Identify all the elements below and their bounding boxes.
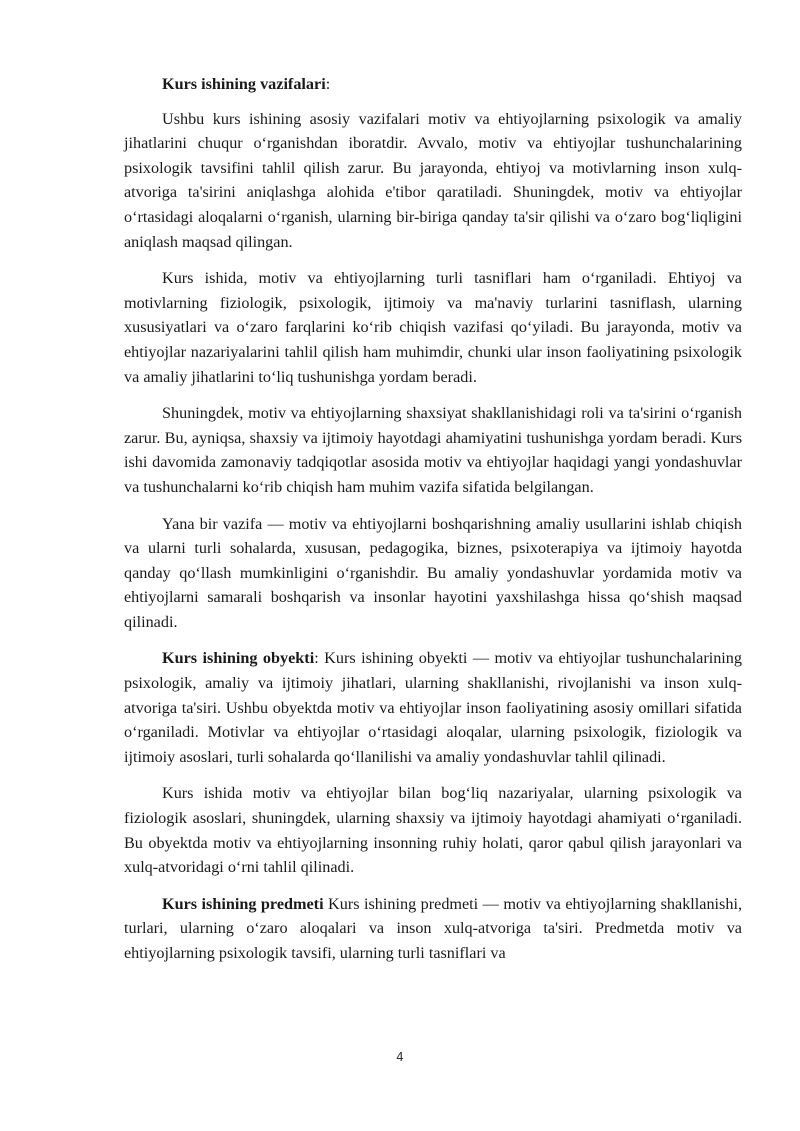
object-paragraph-2: Kurs ishida motiv va ehtiyojlar bilan bogʻliq nazariyalar, ularning psixologik va fiziologik asoslari, shuningdek, ularning shaxsiy va ijtimoiy hayotdagi ahamiyati oʻrganiladi. Bu obyektda motiv va ehtiyojlarning insonning ruhiy holati, qaror qabul qilish jarayonlari va xulq-atvoridagi oʻrni tahlil qilinadi. <box>124 784 742 877</box>
tasks-heading: Kurs ishining vazifalari <box>162 75 326 93</box>
object-heading-colon: : <box>314 649 319 668</box>
object-heading: Kurs ishining obyekti <box>162 649 315 668</box>
subject-paragraph-1 <box>124 892 742 966</box>
tasks-heading-paragraph <box>124 72 742 97</box>
page-number: 4 <box>396 1050 404 1064</box>
tasks-paragraph-1: Ushbu kurs ishining asosiy vazifalari motiv va ehtiyojlarning psixologik va amaliy jihatlarini chuqur oʻrganishdan iboratdir. Avvalo, motiv va ehtiyojlar tushunchalarining psixologik tavsifini tahlil qilish zarur. Bu jarayonda, ehtiyoj va motivlarning inson xulq-atvoriga ta'sirini aniqlashga alohida e'tibor qaratiladi. Shuningdek, motiv va ehtiyojlar oʻrtasidagi aloqalarni oʻrganish, ularning bir-biriga qanday ta'sir qilishi va oʻzaro bogʻliqligini aniqlash maqsad qilingan. <box>124 109 742 251</box>
object-lead-text: Kurs ishining obyekti — motiv va ehtiyojlar tushunchalarining psixologik, amaliy va ijtimoiy jihatlari, ularning shakllanishi, rivojlanishi va inson xulq-atvoriga ta'siri. Ushbu obyektda motiv va ehtiyojlar inson faoliyatining asosiy omillari sifatida oʻrganiladi. Motivlar va ehtiyojlar oʻrtasidagi aloqalar, ularning psixologik, fiziologik va ijtimoiy asoslari, turli sohalarda qoʻllanilishi va amaliy yondashuvlar tahlil qilinadi. <box>124 649 742 766</box>
tasks-heading-colon: : <box>325 75 331 93</box>
object-paragraph-1 <box>124 646 742 769</box>
tasks-paragraph-2: Kurs ishida, motiv va ehtiyojlarning turli tasniflari ham oʻrganiladi. Ehtiyoj va motivlarning fiziologik, psixologik, ijtimoiy va ma'naviy turlarini tasniflash, ularning xususiyatlari va oʻzaro farqlarini koʻrib chiqish vazifasi qoʻyiladi. Bu jarayonda, motiv va ehtiyojlar nazariyalarini tahlil qilish ham muhimdir, chunki ular inson faoliyatining psixologik va amaliy jihatlarini toʻliq tushunishga yordam beradi. <box>124 269 742 386</box>
document-page <box>124 72 742 978</box>
subject-lead-text: Kurs ishining predmeti — motiv va ehtiyojlarning shakllanishi, turlari, ularning oʻzaro aloqalari va inson xulq-atvoriga ta'siri. Predmetda motiv va ehtiyojlarning psixologik tavsifi, ularning turli tasniflari va <box>124 894 742 962</box>
tasks-paragraph-4: Yana bir vazifa — motiv va ehtiyojlarni boshqarishning amaliy usullarini ishlab chiqish va ularni turli sohalarda, xususan, pedagogika, biznes, psixoterapiya va ijtimoiy hayotda qanday qoʻllash mumkinligini oʻrganishdir. Bu amaliy yondashuvlar yordamida motiv va ehtiyojlarni samarali boshqarish va insonlar hayotini yaxshilashga hissa qoʻshish maqsad qilinadi. <box>124 514 742 631</box>
tasks-paragraph-3: Shuningdek, motiv va ehtiyojlarning shaxsiyat shakllanishidagi roli va ta'sirini oʻrganish zarur. Bu, ayniqsa, shaxsiy va ijtimoiy hayotdagi ahamiyatini tushunishga yordam beradi. Kurs ishi davomida zamonaviy tadqiqotlar asosida motiv va ehtiyojlar haqidagi yangi yondashuvlar va tushunchalarni koʻrib chiqish ham muhim vazifa sifatida belgilangan. <box>124 404 742 496</box>
subject-heading: Kurs ishining predmeti <box>162 894 324 913</box>
